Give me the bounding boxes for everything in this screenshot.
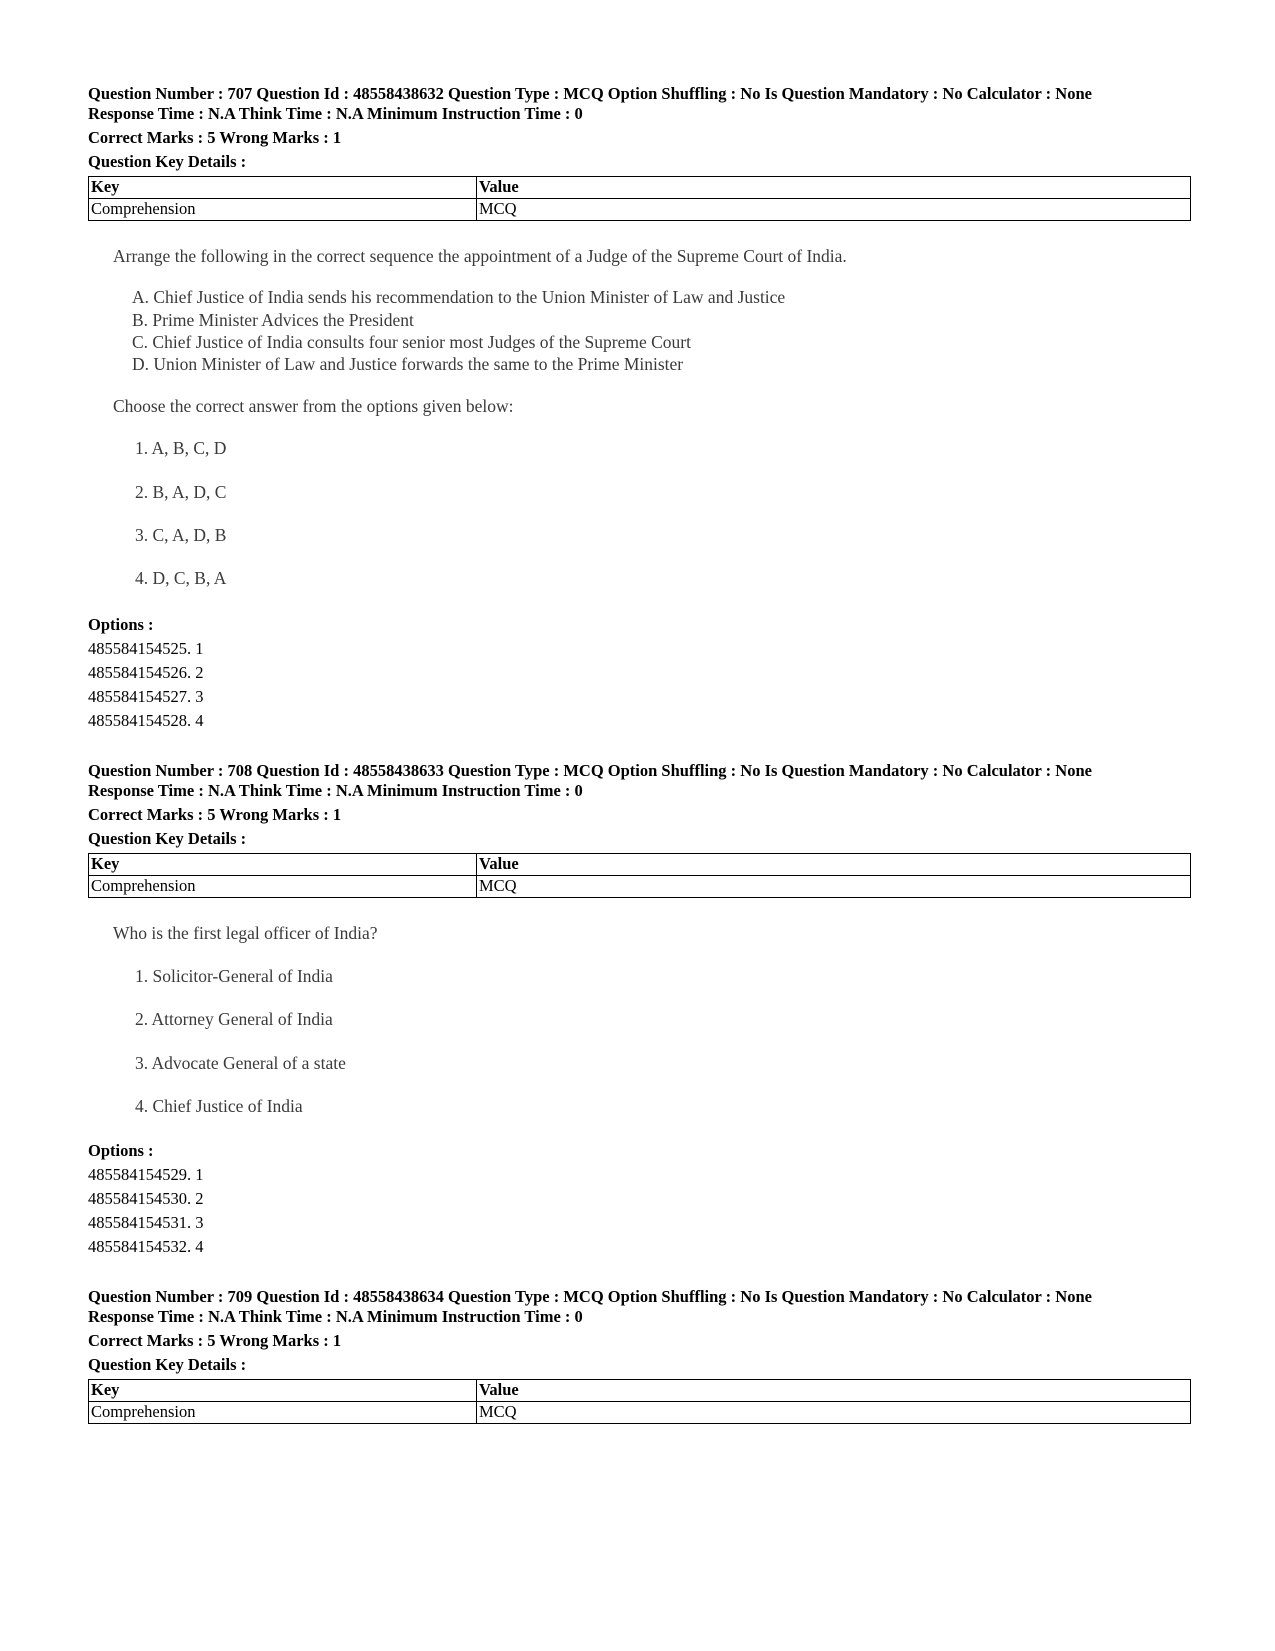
option-item: 485584154530. 2 xyxy=(88,1189,204,1208)
options-label: Options : xyxy=(88,1141,154,1160)
instruction-text: Choose the correct answer from the options given below: xyxy=(113,396,514,416)
choice-4: 4. Chief Justice of India xyxy=(135,1096,303,1116)
key-details-label: Question Key Details : xyxy=(88,1355,247,1374)
key-details-table xyxy=(88,853,1191,898)
choice-3: 3. Advocate General of a state xyxy=(135,1053,346,1073)
table-row xyxy=(89,1402,1191,1424)
option-item: 485584154525. 1 xyxy=(88,639,204,658)
option-item: 485584154529. 1 xyxy=(88,1165,204,1184)
question-meta-line2: Response Time : N.A Think Time : N.A Minimum Instruction Time : 0 xyxy=(88,781,583,800)
choice-1: 1. Solicitor-General of India xyxy=(135,966,333,986)
options-label: Options : xyxy=(88,615,154,634)
option-item: 485584154528. 4 xyxy=(88,711,204,730)
option-item: 485584154526. 2 xyxy=(88,663,204,682)
question-meta-line1: Question Number : 709 Question Id : 48558438634 Question Type : MCQ Option Shuffling : No Is Question Mandatory : No Calculator : None xyxy=(88,1287,1092,1306)
table-header-row xyxy=(89,854,1191,876)
statement-b: B. Prime Minister Advices the President xyxy=(132,310,414,330)
value-header-cell: Value xyxy=(477,854,1191,876)
choice-3: 3. C, A, D, B xyxy=(135,525,227,545)
question-708-header xyxy=(88,761,1188,898)
question-meta-line1: Question Number : 708 Question Id : 48558438633 Question Type : MCQ Option Shuffling : No Is Question Mandatory : No Calculator : None xyxy=(88,761,1092,780)
key-cell: Comprehension xyxy=(89,876,477,898)
key-header-cell: Key xyxy=(89,854,477,876)
key-cell: Comprehension xyxy=(89,1402,477,1424)
key-details-label: Question Key Details : xyxy=(88,152,247,171)
question-709-header xyxy=(88,1287,1188,1424)
statement-a: A. Chief Justice of India sends his recommendation to the Union Minister of Law and Justice xyxy=(132,287,786,307)
statement-c: C. Chief Justice of India consults four senior most Judges of the Supreme Court xyxy=(132,332,691,352)
question-text: Who is the first legal officer of India? xyxy=(113,923,378,943)
key-details-table xyxy=(88,176,1191,221)
question-708-options xyxy=(88,1139,204,1259)
key-header-cell: Key xyxy=(89,177,477,199)
question-marks: Correct Marks : 5 Wrong Marks : 1 xyxy=(88,128,342,147)
question-marks: Correct Marks : 5 Wrong Marks : 1 xyxy=(88,805,342,824)
option-item: 485584154527. 3 xyxy=(88,687,204,706)
choice-2: 2. Attorney General of India xyxy=(135,1009,333,1029)
table-header-row xyxy=(89,1380,1191,1402)
value-header-cell: Value xyxy=(477,1380,1191,1402)
choice-1: 1. A, B, C, D xyxy=(135,438,227,458)
question-meta-line1: Question Number : 707 Question Id : 48558438632 Question Type : MCQ Option Shuffling : No Is Question Mandatory : No Calculator : None xyxy=(88,84,1092,103)
question-marks: Correct Marks : 5 Wrong Marks : 1 xyxy=(88,1331,342,1350)
key-details-table xyxy=(88,1379,1191,1424)
option-item: 485584154531. 3 xyxy=(88,1213,204,1232)
key-header-cell: Key xyxy=(89,1380,477,1402)
table-header-row xyxy=(89,177,1191,199)
value-header-cell: Value xyxy=(477,177,1191,199)
table-row xyxy=(89,199,1191,221)
statement-d: D. Union Minister of Law and Justice forwards the same to the Prime Minister xyxy=(132,354,684,374)
question-707-options xyxy=(88,613,204,733)
question-text: Arrange the following in the correct sequence the appointment of a Judge of the Supreme Court of India. xyxy=(113,246,847,266)
key-details-label: Question Key Details : xyxy=(88,829,247,848)
option-item: 485584154532. 4 xyxy=(88,1237,204,1256)
value-cell: MCQ xyxy=(477,876,1191,898)
question-meta-line2: Response Time : N.A Think Time : N.A Minimum Instruction Time : 0 xyxy=(88,1307,583,1326)
value-cell: MCQ xyxy=(477,1402,1191,1424)
choice-4: 4. D, C, B, A xyxy=(135,568,227,588)
table-row xyxy=(89,876,1191,898)
value-cell: MCQ xyxy=(477,199,1191,221)
question-707-header xyxy=(88,84,1188,221)
question-meta-line2: Response Time : N.A Think Time : N.A Minimum Instruction Time : 0 xyxy=(88,104,583,123)
key-cell: Comprehension xyxy=(89,199,477,221)
choice-2: 2. B, A, D, C xyxy=(135,482,227,502)
